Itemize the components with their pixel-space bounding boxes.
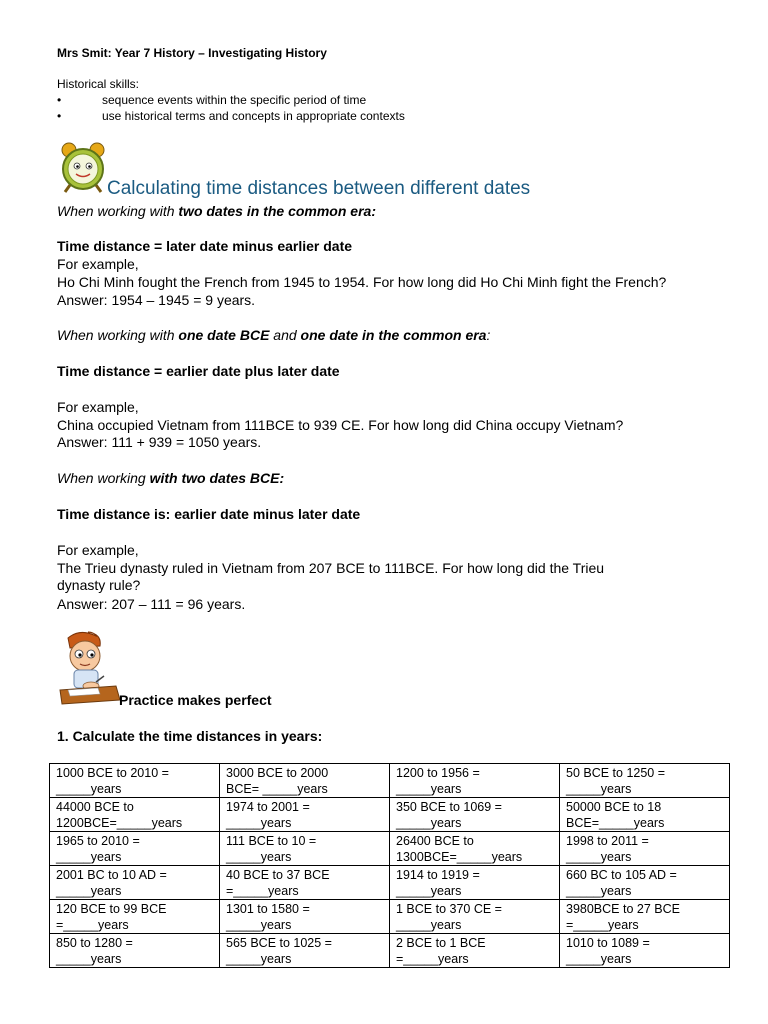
table-row xyxy=(50,900,730,934)
intro-emphasis: two dates in the common era: xyxy=(178,203,376,219)
cell-question: 565 BCE to 1025 = xyxy=(226,936,332,950)
intro-text: When working with xyxy=(57,327,179,343)
cell-question: 2 BCE to 1 BCE xyxy=(396,936,486,950)
table-cell xyxy=(220,798,390,832)
table-cell xyxy=(50,934,220,968)
table-cell xyxy=(220,832,390,866)
cell-question: 850 to 1280 = xyxy=(56,936,133,950)
case3-rule: Time distance is: earlier date minus later date xyxy=(57,506,361,522)
table-cell xyxy=(390,934,560,968)
cell-question: 1200 to 1956 = xyxy=(396,766,480,780)
cell-answer-blank: 1300BCE=_____years xyxy=(396,850,523,864)
table-row xyxy=(50,764,730,798)
cell-question: 1010 to 1089 = xyxy=(566,936,650,950)
cell-question: 2001 BC to 10 AD = xyxy=(56,868,167,882)
intro-emphasis: one date BCE xyxy=(178,327,270,343)
table-cell xyxy=(390,832,560,866)
table-cell xyxy=(220,934,390,968)
cell-answer-blank: _____years xyxy=(56,782,122,796)
case1-example: Ho Chi Minh fought the French from 1945 to 1954. For how long did Ho Chi Minh fight the French? xyxy=(57,274,667,290)
skill-text: sequence events within the specific period of time xyxy=(102,93,367,107)
cell-answer-blank: _____years xyxy=(566,782,632,796)
cell-answer-blank: =_____years xyxy=(56,918,129,932)
cell-question: 120 BCE to 99 BCE xyxy=(56,902,167,916)
cell-answer-blank: _____years xyxy=(396,918,462,932)
case3-intro xyxy=(57,470,284,487)
intro-text: When working xyxy=(57,470,150,486)
cell-question: 1000 BCE to 2010 = xyxy=(56,766,169,780)
table-cell xyxy=(560,764,730,798)
case2-intro xyxy=(57,327,490,344)
case3-example-label: For example, xyxy=(57,542,139,558)
table-cell xyxy=(560,798,730,832)
cell-question: 111 BCE to 10 = xyxy=(226,834,317,848)
section-title: Calculating time distances between different dates xyxy=(107,178,531,199)
table-cell xyxy=(50,900,220,934)
cell-question: 1974 to 2001 = xyxy=(226,800,310,814)
cell-answer-blank: _____years xyxy=(566,952,632,966)
table-cell xyxy=(50,764,220,798)
case1-answer: Answer: 1954 – 1945 = 9 years. xyxy=(57,292,256,308)
student-writing-icon xyxy=(58,630,120,708)
alarm-clock-icon xyxy=(58,141,108,193)
cell-answer-blank: _____years xyxy=(396,816,462,830)
cell-question: 3000 BCE to 2000 xyxy=(226,766,329,780)
practice-heading: Practice makes perfect xyxy=(119,692,272,708)
cell-answer-blank: =_____years xyxy=(396,952,469,966)
cell-answer-blank: _____years xyxy=(56,884,122,898)
table-cell xyxy=(560,900,730,934)
cell-answer-blank: _____years xyxy=(226,952,292,966)
intro-text: and xyxy=(269,327,301,343)
cell-answer-blank: _____years xyxy=(396,884,462,898)
cell-question: 50000 BCE to 18 xyxy=(566,800,662,814)
skill-text: use historical terms and concepts in appropriate contexts xyxy=(102,109,405,123)
table-cell xyxy=(50,798,220,832)
cell-answer-blank: =_____years xyxy=(226,884,299,898)
cell-answer-blank: _____years xyxy=(56,952,122,966)
cell-answer-blank: _____years xyxy=(56,850,122,864)
cell-answer-blank: _____years xyxy=(566,884,632,898)
cell-question: 1301 to 1580 = xyxy=(226,902,310,916)
case3-example-line1: The Trieu dynasty ruled in Vietnam from 207 BCE to 111BCE. For how long did the Trieu xyxy=(57,560,605,576)
case3-example-line2: dynasty rule? xyxy=(57,577,141,593)
bullet: • xyxy=(57,109,62,123)
cell-answer-blank: _____years xyxy=(396,782,462,796)
cell-question: 1965 to 2010 = xyxy=(56,834,140,848)
cell-answer-blank: _____years xyxy=(566,850,632,864)
table-row xyxy=(50,934,730,968)
task-heading: 1. Calculate the time distances in years: xyxy=(57,728,323,744)
table-cell xyxy=(220,764,390,798)
cell-question: 1998 to 2011 = xyxy=(566,834,649,848)
case2-example-label: For example, xyxy=(57,399,139,415)
table-cell xyxy=(390,798,560,832)
table-cell xyxy=(50,866,220,900)
cell-question: 350 BCE to 1069 = xyxy=(396,800,502,814)
cell-question: 3980BCE to 27 BCE xyxy=(566,902,680,916)
table-cell xyxy=(50,832,220,866)
cell-question: 50 BCE to 1250 = xyxy=(566,766,666,780)
case1-intro xyxy=(57,203,376,220)
case2-example: China occupied Vietnam from 111BCE to 939 CE. For how long did China occupy Vietnam? xyxy=(57,417,624,433)
cell-answer-blank: =_____years xyxy=(566,918,639,932)
table-row xyxy=(50,798,730,832)
table-cell xyxy=(390,764,560,798)
case1-example-label: For example, xyxy=(57,256,139,272)
table-row xyxy=(50,866,730,900)
table-cell xyxy=(560,866,730,900)
cell-question: 26400 BCE to xyxy=(396,834,474,848)
cell-answer-blank: BCE=_____years xyxy=(566,816,665,830)
table-cell xyxy=(560,832,730,866)
document-header: Mrs Smit: Year 7 History – Investigating History xyxy=(57,46,327,60)
case3-answer: Answer: 207 – 111 = 96 years. xyxy=(57,596,246,612)
table-cell xyxy=(560,934,730,968)
intro-text: When working with xyxy=(57,203,179,219)
intro-text: : xyxy=(486,327,491,343)
bullet: • xyxy=(57,93,62,107)
intro-emphasis: with two dates BCE: xyxy=(149,470,285,486)
table-cell xyxy=(220,866,390,900)
practice-table xyxy=(49,763,730,968)
cell-question: 660 BC to 105 AD = xyxy=(566,868,677,882)
cell-question: 1 BCE to 370 CE = xyxy=(396,902,502,916)
skills-label: Historical skills: xyxy=(57,77,140,91)
cell-answer-blank: 1200BCE=_____years xyxy=(56,816,183,830)
cell-question: 40 BCE to 37 BCE xyxy=(226,868,330,882)
table-cell xyxy=(390,900,560,934)
cell-answer-blank: _____years xyxy=(226,918,292,932)
table-cell xyxy=(390,866,560,900)
cell-answer-blank: _____years xyxy=(226,850,292,864)
case1-rule: Time distance = later date minus earlier date xyxy=(57,238,353,254)
intro-emphasis: one date in the common era xyxy=(300,327,487,343)
cell-question: 1914 to 1919 = xyxy=(396,868,480,882)
cell-answer-blank: BCE= _____years xyxy=(226,782,328,796)
table-cell xyxy=(220,900,390,934)
cell-question: 44000 BCE to xyxy=(56,800,134,814)
case2-answer: Answer: 111 + 939 = 1050 years. xyxy=(57,434,262,450)
case2-rule: Time distance = earlier date plus later date xyxy=(57,363,340,379)
cell-answer-blank: _____years xyxy=(226,816,292,830)
table-row xyxy=(50,832,730,866)
